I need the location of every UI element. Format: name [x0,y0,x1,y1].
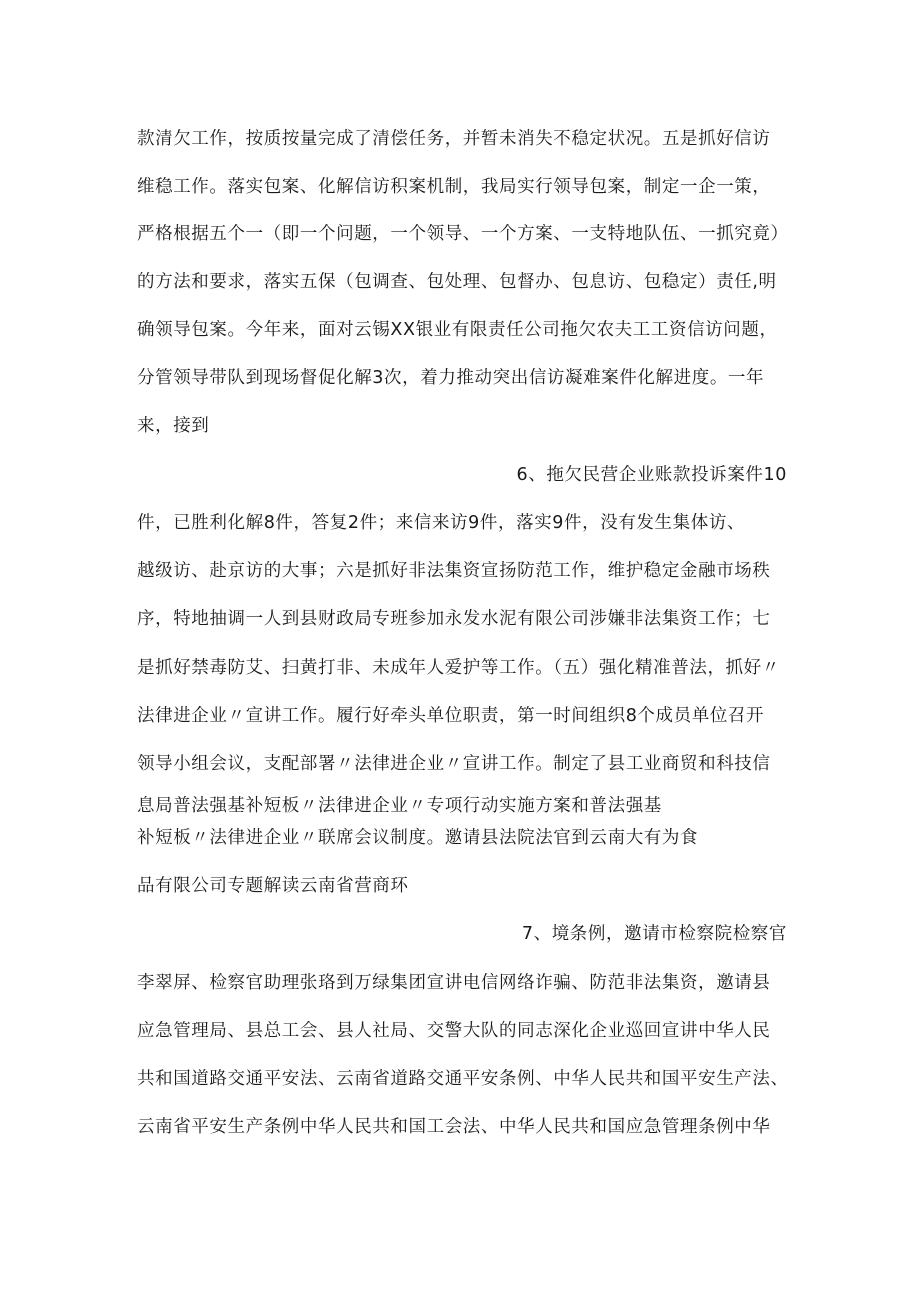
text-line: 品有限公司专题解读云南省营商环 [137,876,409,896]
text-line: 越级访、赴京访的大事；六是抓好非法集资宣扬防范工作，维护稳定金融市场秩 [137,561,771,581]
text-line: 云南省平安生产条例中华人民共和国工会法、中华人民共和国应急管理条例中华 [137,1117,771,1137]
section-number-line: 6、拖欠民营企业账款投诉案件10 [516,465,787,485]
text-line: 共和国道路交通平安法、云南省道路交通平安条例、中华人民共和国平安生产法、 [137,1069,789,1089]
text-line: 是抓好禁毒防艾、扫黄打非、未成年人爱护等工作。（五）强化精准普法，抓好〃 [137,658,780,678]
text-line: 款清欠工作，按质按量完成了清偿任务，并暂未消失不稳定状况。五是抓好信访 [137,129,771,149]
text-line: 的方法和要求，落实五保（包调查、包处理、包督办、包息访、包稳定）责任,明 [137,272,777,292]
text-line: 法律进企业〃宣讲工作。履行好牵头单位职责，第一时间组织8个成员单位召开 [137,706,765,726]
text-line: 李翠屏、检察官助理张珞到万绿集团宣讲电信网络诈骗、防范非法集资，邀请县 [137,973,771,993]
text-line: 确领导包案。今年来，面对云锡XX银业有限责任公司拖欠农夫工工资信访问题， [137,320,778,340]
text-line: 领导小组会议，支配部署〃法律进企业〃宣讲工作。制定了县工业商贸和科技信 [137,754,771,774]
text-line: 序，特地抽调一人到县财政局专班参加永发水泥有限公司涉嫌非法集资工作；七 [137,609,771,629]
text-line: 分管领导带队到现场督促化解3次，着力推动突出信访凝难案件化解进度。一年 [137,368,765,388]
text-line: 补短板〃法律进企业〃联席会议制度。邀请县法院法官到云南大有为食 [137,828,699,848]
text-line: 息局普法强基补短板〃法律进企业〃专项行动实施方案和普法强基 [137,796,662,816]
text-line: 维稳工作。落实包案、化解信访积案机制，我局实行领导包案，制定一企一策， [137,177,771,197]
text-line: 件，已胜利化解8件，答复2件；来信来访9件，落实9件，没有发生集体访、 [137,513,746,533]
section-number-line: 7、境条例，邀请市检察院检察官 [521,924,787,944]
text-line: 严格根据五个一（即一个问题，一个领导、一个方案、一支特地队伍、一抓究竟） [137,224,789,244]
text-line: 来，接到 [137,416,210,436]
text-line: 应急管理局、县总工会、县人社局、交警大队的同志深化企业巡回宣讲中华人民 [137,1021,771,1041]
